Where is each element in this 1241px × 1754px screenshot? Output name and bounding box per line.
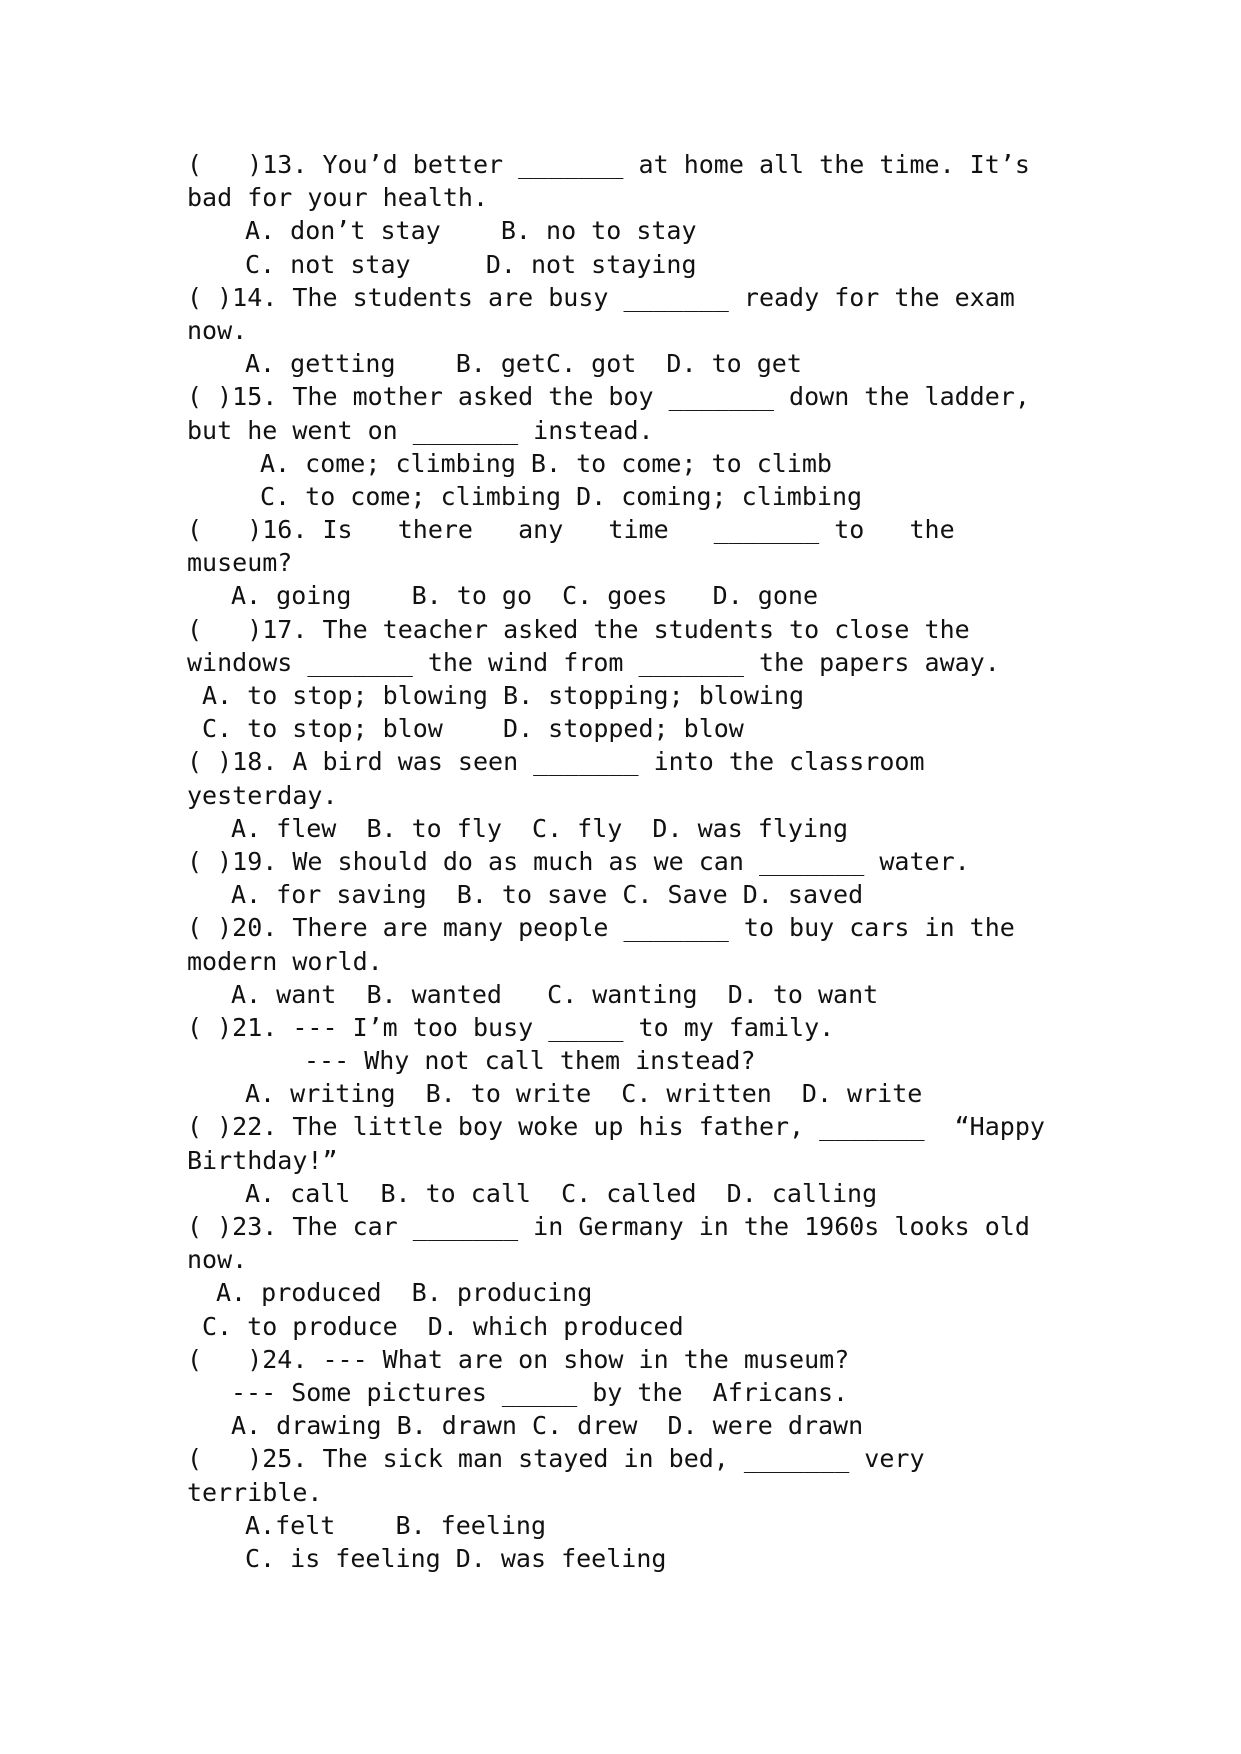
text-line: --- Why not call them instead? [304,1046,756,1076]
text-line: Birthday!” [187,1145,338,1175]
text-line: now. [187,315,248,345]
text-line: C. not stay D. not staying [245,249,697,279]
text-line: ( )13. You’d better _______ at home all the time. It’s [187,150,1030,179]
text-line: ( )16. Is there any time _______ to the [187,515,955,545]
text-line: yesterday. [187,780,338,810]
text-line: bad for your health. [187,183,489,213]
exercise-list [187,148,1067,1575]
text-line: ( )25. The sick man stayed in bed, _______ very [187,1444,925,1474]
text-line: A. going B. to go C. goes D. gone [231,581,818,611]
text-line: terrible. [187,1477,323,1507]
text-line: ( )17. The teacher asked the students to close the [187,614,970,644]
text-line: A. getting B. getC. got D. to get [245,349,802,379]
text-line: A. come; climbing B. to come; to climb [260,448,832,478]
text-line: windows _______ the wind from _______ the papers away. [187,647,1000,677]
text-line: ( )20. There are many people _______ to buy cars in the [187,913,1015,943]
text-line: but he went on _______ instead. [187,415,654,445]
text-line: A. call B. to call C. called D. calling [245,1178,878,1208]
text-line: C. is feeling D. was feeling [245,1543,667,1573]
text-line: A. flew B. to fly C. fly D. was flying [231,813,849,843]
text-line: ( )21. --- I’m too busy _____ to my family. [187,1012,835,1042]
text-line: A. writing B. to write C. written D. write [245,1079,923,1109]
text-line: ( )22. The little boy woke up his father, _______ “Happy [187,1112,1045,1142]
text-line: C. to stop; blow D. stopped; blow [202,714,744,744]
text-line: ( )24. --- What are on show in the museum? [187,1344,850,1374]
text-line: A. produced B. producing [216,1278,593,1308]
text-line: modern world. [187,946,383,976]
text-line: museum? [187,548,293,578]
text-line: --- Some pictures _____ by the Africans. [231,1377,849,1407]
text-line: A.felt B. feeling [245,1510,547,1540]
text-line: A. drawing B. drawn C. drew D. were drawn [231,1411,864,1441]
text-line: A. for saving B. to save C. Save D. saved [231,880,864,910]
text-line: C. to come; climbing D. coming; climbing [260,481,863,511]
text-line: A. don’t stay B. no to stay [245,216,697,246]
text-line: ( )15. The mother asked the boy _______ down the ladder, [187,382,1030,412]
text-line: A. want B. wanted C. wanting D. to want [231,979,879,1009]
text-line: A. to stop; blowing B. stopping; blowing [202,681,805,710]
text-line: ( )18. A bird was seen _______ into the classroom [187,747,925,777]
text-line: now. [187,1245,248,1275]
text-line: ( )23. The car _______ in Germany in the 1960s looks old [187,1212,1030,1241]
text-line: ( )14. The students are busy _______ ready for the exam [187,282,1015,312]
text-line: C. to produce D. which produced [202,1311,684,1341]
text-line: ( )19. We should do as much as we can _______ water. [187,846,970,876]
